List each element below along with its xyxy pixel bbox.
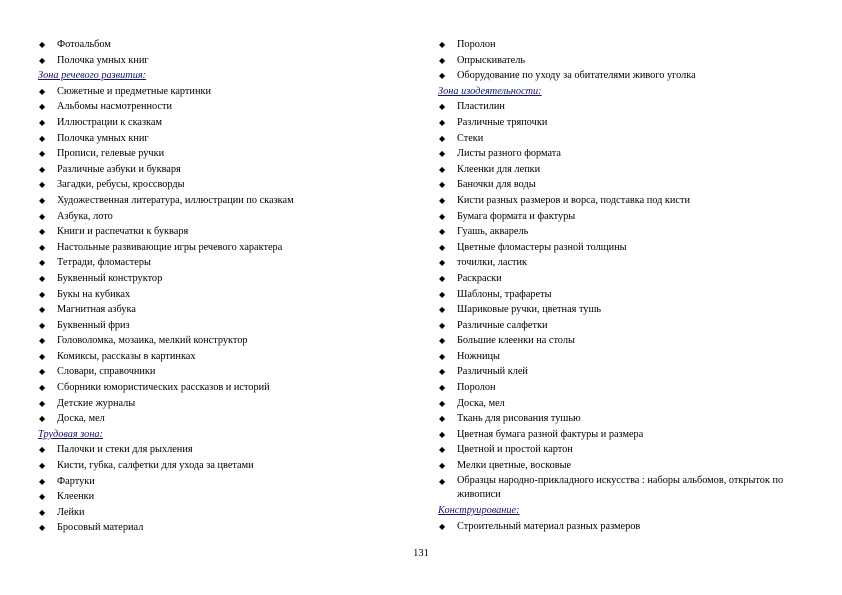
list-item	[38, 115, 398, 131]
list-item	[438, 240, 813, 256]
list-item-text: Раскраски	[457, 272, 502, 284]
list-item	[438, 146, 813, 162]
bullet-icon: ◆	[439, 195, 446, 205]
bullet-icon: ◆	[39, 117, 46, 127]
list-item-text: Лейки	[57, 506, 85, 518]
list-item	[438, 364, 813, 380]
list-item	[38, 84, 398, 100]
list-item	[438, 442, 813, 458]
bullet-icon: ◆	[39, 164, 46, 174]
list-item-text: Комиксы, рассказы в картинках	[57, 350, 196, 362]
list-item-text: Доска, мел	[457, 397, 505, 409]
section-heading: Трудовая зона:	[38, 428, 104, 440]
list-item	[38, 302, 398, 318]
bullet-icon: ◆	[439, 227, 446, 237]
bullet-icon: ◆	[439, 258, 446, 268]
section-heading: Конструирование:	[438, 505, 520, 517]
list-item	[38, 380, 398, 396]
bullet-icon: ◆	[439, 351, 446, 361]
bullet-icon: ◆	[39, 273, 46, 283]
list-item-text: Доска, мел	[57, 413, 105, 425]
list-item-text: Тетради, фломастеры	[57, 257, 151, 269]
list-item	[38, 349, 398, 365]
bullet-icon: ◆	[39, 476, 46, 486]
bullet-icon: ◆	[39, 180, 46, 190]
list-item-text: Листы разного формата	[457, 148, 561, 160]
list-item-text: Большие клеенки на столы	[457, 335, 575, 347]
list-item	[38, 505, 398, 521]
bullet-icon: ◆	[439, 164, 446, 174]
list-item-text: Опрыскиватель	[457, 54, 526, 66]
list-item	[38, 146, 398, 162]
list-item-text: Азбука, лото	[57, 210, 113, 222]
list-item	[438, 37, 813, 53]
list-item-text: Цветной и простой картон	[457, 444, 573, 456]
bullet-icon: ◆	[39, 367, 46, 377]
list-item	[438, 271, 813, 287]
bullet-icon: ◆	[439, 336, 446, 346]
list-item-text: Кисти разных размеров и ворса, подставка под кисти	[457, 194, 691, 206]
list-item-text: Поролон	[457, 39, 496, 50]
list-item	[38, 240, 398, 256]
list-item	[38, 520, 398, 536]
list-item-text: Баночки для воды	[457, 179, 536, 191]
bullet-icon: ◆	[39, 40, 46, 49]
list-item	[38, 209, 398, 225]
list-item-text: Различный клей	[457, 366, 528, 378]
list-item	[38, 37, 398, 53]
bullet-icon: ◆	[439, 102, 446, 112]
list-item	[438, 333, 813, 349]
list-item	[438, 193, 813, 209]
section-heading: Зона изодеятельности:	[438, 85, 542, 97]
bullet-icon: ◆	[39, 336, 46, 346]
bullet-icon: ◆	[39, 211, 46, 221]
list-item	[38, 474, 398, 490]
bullet-icon: ◆	[439, 180, 446, 190]
bullet-icon: ◆	[39, 227, 46, 237]
list-item-text: Мелки цветные, восковые	[457, 460, 572, 472]
bullet-icon: ◆	[439, 414, 446, 424]
list-item	[38, 333, 398, 349]
bullet-icon: ◆	[39, 149, 46, 159]
list-item-text: Клеенки для лепки	[457, 163, 541, 175]
bullet-icon: ◆	[39, 320, 46, 330]
list-item-text: Загадки, ребусы, кроссворды	[57, 179, 185, 191]
list-item-text: Фотоальбом	[57, 39, 111, 50]
bullet-icon: ◆	[39, 523, 46, 533]
list-item	[38, 411, 398, 427]
right-list	[438, 37, 813, 534]
list-item	[438, 380, 813, 396]
list-item	[438, 458, 813, 474]
list-item	[38, 255, 398, 271]
bullet-icon: ◆	[439, 305, 446, 315]
bullet-icon: ◆	[439, 476, 446, 486]
list-item	[438, 287, 813, 303]
bullet-icon: ◆	[439, 367, 446, 377]
bullet-icon: ◆	[439, 149, 446, 159]
list-item-text: Магнитная азбука	[57, 304, 136, 316]
list-item	[38, 131, 398, 147]
bullet-icon: ◆	[439, 398, 446, 408]
list-item-text: Кисти, губка, салфетки для ухода за цветами	[57, 460, 254, 472]
bullet-icon: ◆	[39, 414, 46, 424]
bullet-icon: ◆	[39, 445, 46, 455]
list-item-text: Цветные фломастеры разной толщины	[457, 241, 627, 253]
list-item-text: Буквенный конструктор	[57, 272, 163, 284]
bullet-icon: ◆	[439, 211, 446, 221]
list-item	[38, 442, 398, 458]
bullet-icon: ◆	[439, 71, 446, 81]
list-item-text: Клеенки	[57, 491, 95, 503]
bullet-icon: ◆	[39, 398, 46, 408]
bullet-icon: ◆	[39, 258, 46, 268]
list-item-text: Ткань для рисования тушью	[457, 413, 581, 425]
list-item	[438, 224, 813, 240]
list-item	[438, 302, 813, 318]
list-item-text: Полочка умных книг	[57, 54, 149, 66]
list-item	[438, 53, 813, 69]
list-item-text: Ножницы	[457, 350, 500, 362]
list-item	[438, 131, 813, 147]
list-item	[38, 364, 398, 380]
list-item	[438, 519, 813, 535]
list-item	[38, 458, 398, 474]
list-item-text: Цветная бумага разной фактуры и размера	[457, 428, 644, 440]
list-item	[38, 224, 398, 240]
bullet-icon: ◆	[439, 242, 446, 252]
list-item	[38, 396, 398, 412]
list-item-text: Книги и распечатки к букваря	[57, 226, 189, 238]
left-list	[38, 37, 398, 536]
bullet-icon: ◆	[439, 445, 446, 455]
bullet-icon: ◆	[439, 320, 446, 330]
list-item	[38, 271, 398, 287]
bullet-icon: ◆	[439, 383, 446, 393]
bullet-icon: ◆	[39, 195, 46, 205]
bullet-icon: ◆	[439, 273, 446, 283]
list-item-text: Настольные развивающие игры речевого характера	[57, 241, 283, 253]
list-item-text: Шаблоны, трафареты	[457, 288, 552, 300]
bullet-icon: ◆	[39, 133, 46, 143]
list-item-text: Фартуки	[57, 475, 95, 487]
list-item	[38, 287, 398, 303]
list-item-text: Художественная литература, иллюстрации по сказкам	[57, 194, 294, 206]
list-item	[438, 177, 813, 193]
list-item-text: Полочка умных книг	[57, 132, 149, 144]
list-item	[438, 318, 813, 334]
list-item	[438, 68, 813, 84]
list-item-text: Различные азбуки и букваря	[57, 163, 181, 175]
list-item	[438, 209, 813, 225]
bullet-icon: ◆	[439, 40, 446, 49]
list-item-text: Иллюстрации к сказкам	[57, 116, 162, 128]
bullet-icon: ◆	[39, 492, 46, 502]
list-item-text: Сборники юмористических рассказов и историй	[57, 382, 270, 394]
bullet-icon: ◆	[439, 461, 446, 471]
list-item-text: Бумага формата и фактуры	[457, 210, 576, 222]
bullet-icon: ◆	[39, 102, 46, 112]
bullet-icon: ◆	[39, 55, 46, 65]
list-item	[438, 162, 813, 178]
list-item-text: Строительный материал разных размеров	[457, 520, 641, 532]
list-item	[38, 177, 398, 193]
bullet-icon: ◆	[439, 521, 446, 531]
list-item-text: Сюжетные и предметные картинки	[57, 85, 211, 97]
list-item	[38, 489, 398, 505]
list-item	[38, 53, 398, 69]
list-item-text: Пластилин	[457, 101, 505, 113]
list-item-text: Бросовый материал	[57, 522, 144, 534]
list-item-text: Гуашь, акварель	[457, 226, 529, 238]
list-item-text: Поролон	[457, 382, 496, 394]
bullet-icon: ◆	[39, 305, 46, 315]
section-heading: Зона речевого развития:	[38, 70, 147, 82]
list-item-text: Стеки	[457, 132, 484, 144]
list-item	[438, 396, 813, 412]
list-item-text: Оборудование по уходу за обитателями живого уголка	[457, 70, 696, 82]
list-item-text: точилки, ластик	[457, 257, 528, 269]
list-item	[38, 162, 398, 178]
list-item	[438, 115, 813, 131]
list-item	[438, 427, 813, 443]
list-item	[438, 99, 813, 115]
list-item-text: Буквенный фриз	[57, 319, 130, 331]
bullet-icon: ◆	[39, 383, 46, 393]
bullet-icon: ◆	[39, 507, 46, 517]
bullet-icon: ◆	[439, 429, 446, 439]
bullet-icon: ◆	[439, 117, 446, 127]
list-item-text: Детские журналы	[57, 397, 136, 409]
list-item-text: Букы на кубиках	[57, 288, 131, 300]
bullet-icon: ◆	[39, 351, 46, 361]
bullet-icon: ◆	[39, 289, 46, 299]
left-column	[38, 37, 398, 536]
list-item	[438, 349, 813, 365]
bullet-icon: ◆	[39, 461, 46, 471]
list-item	[38, 193, 398, 209]
list-item-text: Головоломка, мозаика, мелкий конструктор	[57, 335, 248, 347]
bullet-icon: ◆	[439, 55, 446, 65]
right-column	[438, 37, 813, 534]
bullet-icon: ◆	[39, 242, 46, 252]
list-item-text: Словари, справочники	[57, 366, 156, 378]
page-number: 131	[413, 548, 429, 559]
list-item	[438, 255, 813, 271]
list-item-text: Образцы народно-прикладного искусства : наборы альбомов, открыток по живописи	[457, 474, 784, 500]
list-item	[38, 318, 398, 334]
list-item-text: Различные тряпочки	[457, 116, 548, 128]
list-item-text: Альбомы насмотренности	[57, 101, 173, 113]
list-item	[438, 474, 813, 503]
list-item-text: Различные салфетки	[457, 319, 548, 331]
bullet-icon: ◆	[39, 86, 46, 96]
list-item	[438, 411, 813, 427]
list-item	[38, 99, 398, 115]
list-item-text: Прописи, гелевые ручки	[57, 148, 165, 160]
bullet-icon: ◆	[439, 289, 446, 299]
bullet-icon: ◆	[439, 133, 446, 143]
list-item-text: Палочки и стеки для рыхления	[57, 444, 193, 456]
list-item-text: Шариковые ручки, цветная тушь	[457, 304, 602, 316]
